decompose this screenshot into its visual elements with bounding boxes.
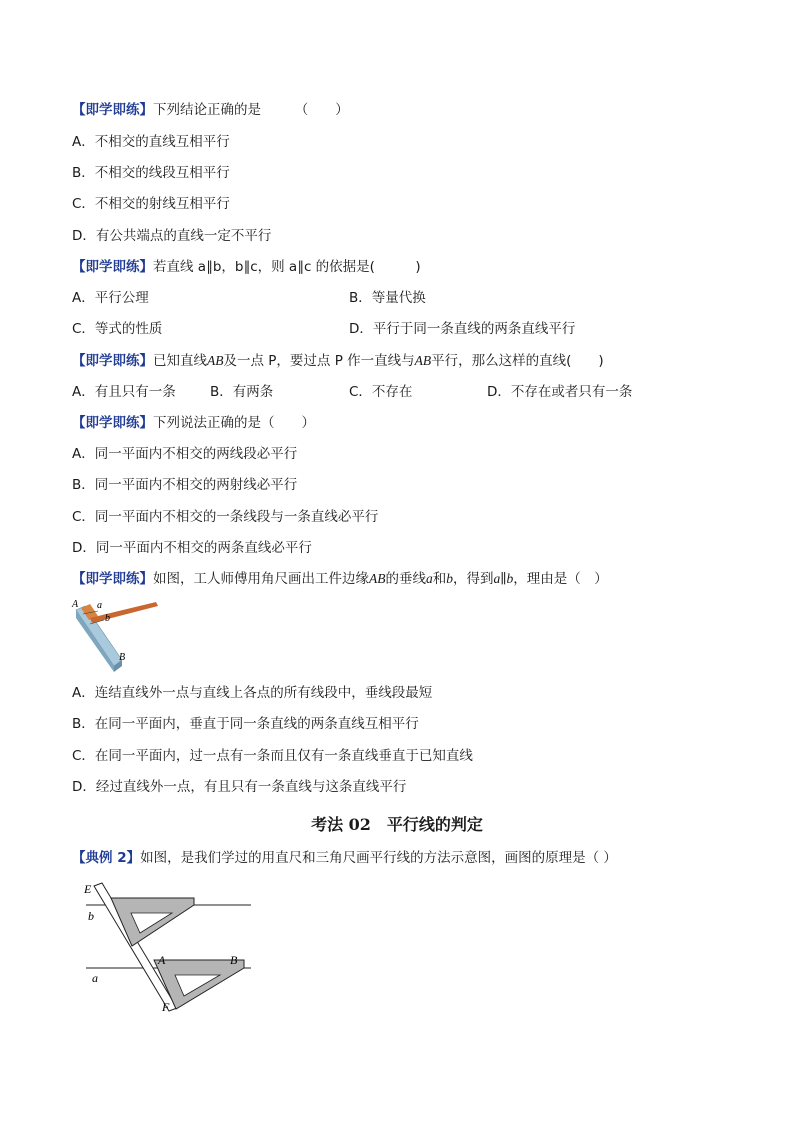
label-a: a: [92, 971, 98, 985]
example-tag: 【典例 2】: [72, 850, 141, 866]
label-F: F: [162, 1000, 170, 1014]
q1-option-c: C．不相交的射线互相平行: [72, 196, 230, 212]
question-tag: 【即学即练】: [72, 102, 153, 118]
label-A: A: [72, 599, 79, 610]
q3-option-d: D．不存在或者只有一条: [487, 384, 633, 400]
q1-option-a: A．不相交的直线互相平行: [72, 134, 230, 150]
label-B: B: [119, 652, 126, 663]
question-4-stem: 【即学即练】下列说法正确的是（ ）: [72, 415, 315, 431]
q5-option-c: C．在同一平面内，过一点有一条而且仅有一条直线垂直于已知直线: [72, 748, 473, 764]
question-2-stem: 【即学即练】若直线 a∥b，b∥c，则 a∥c 的依据是( ): [72, 259, 421, 275]
question-5-stem: 【即学即练】如图，工人师傅用角尺画出工件边缘AB的垂线a和b，得到a∥b，理由是（ ）: [72, 571, 608, 587]
label-a: a: [97, 600, 102, 611]
q3-option-a: A．有且只有一条: [72, 384, 176, 400]
ruler-triangle-figure: [76, 878, 256, 1018]
q2-option-a: A．平行公理: [72, 290, 149, 306]
label-B: B: [230, 953, 238, 967]
q5-option-b: B．在同一平面内，垂直于同一条直线的两条直线互相平行: [72, 716, 419, 732]
q2-option-b: B．等量代换: [349, 290, 426, 306]
question-tag: 【即学即练】: [72, 415, 153, 431]
question-3-stem: 【即学即练】已知直线AB及一点 P，要过点 P 作一直线与AB平行，那么这样的直线( ): [72, 353, 604, 369]
q4-option-d: D．同一平面内不相交的两条直线必平行: [72, 540, 312, 556]
q4-option-b: B．同一平面内不相交的两射线必平行: [72, 477, 298, 493]
q2-option-d: D．平行于同一条直线的两条直线平行: [349, 321, 576, 337]
q3-option-c: C．不存在: [349, 384, 413, 400]
q5-option-a: A．连结直线外一点与直线上各点的所有线段中，垂线段最短: [72, 685, 433, 701]
label-b: b: [105, 613, 110, 624]
q2-option-c: C．等式的性质: [72, 321, 163, 337]
question-tag: 【即学即练】: [72, 571, 153, 587]
q5-option-d: D．经过直线外一点，有且只有一条直线与这条直线平行: [72, 779, 407, 795]
example-2-stem: 【典例 2】如图，是我们学过的用直尺和三角尺画平行线的方法示意图，画图的原理是（ ）: [72, 850, 617, 866]
section-title: 考法 02 平行线的判定: [311, 815, 483, 834]
q1-option-b: B．不相交的线段互相平行: [72, 165, 230, 181]
carpenter-square-figure: [70, 596, 166, 674]
question-1-stem: 【即学即练】下列结论正确的是 （ ）: [72, 102, 349, 118]
q3-option-b: B．有两条: [210, 384, 274, 400]
q1-option-d: D．有公共端点的直线一定不平行: [72, 228, 272, 244]
q4-option-c: C．同一平面内不相交的一条线段与一条直线必平行: [72, 509, 379, 525]
question-tag: 【即学即练】: [72, 259, 153, 275]
label-A: A: [158, 953, 166, 967]
q4-option-a: A．同一平面内不相交的两线段必平行: [72, 446, 298, 462]
label-E: E: [84, 882, 92, 896]
question-tag: 【即学即练】: [72, 353, 153, 369]
label-b: b: [88, 909, 94, 923]
